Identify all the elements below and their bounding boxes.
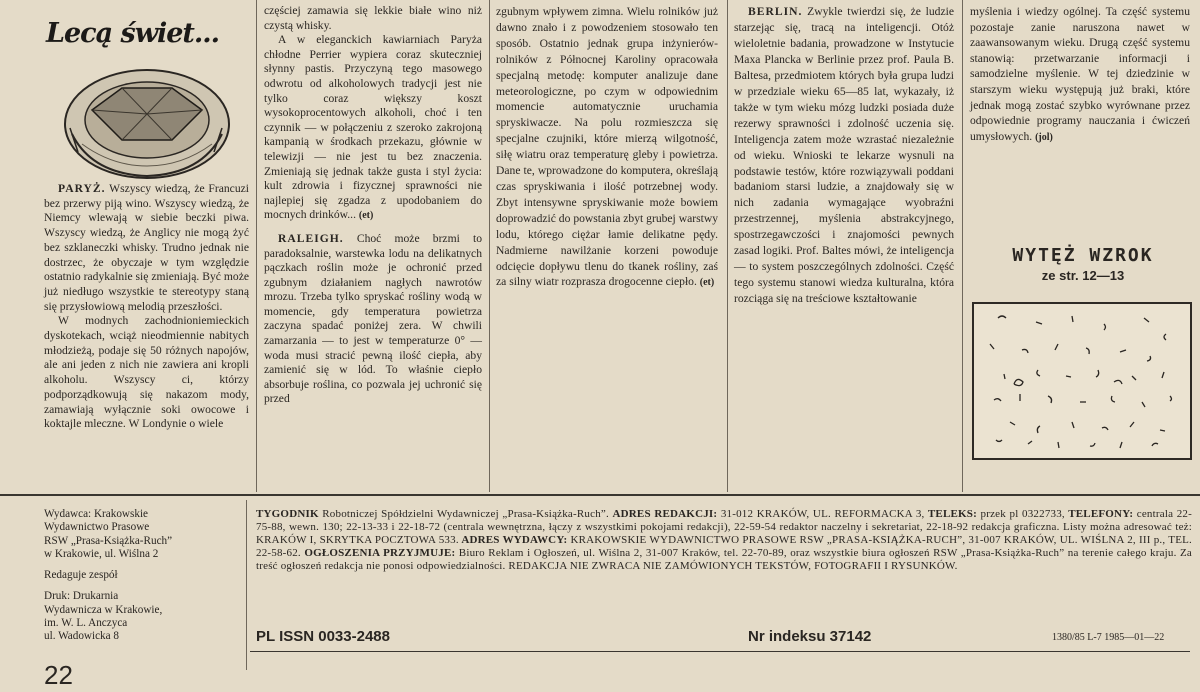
column-rule <box>489 0 490 492</box>
paragraph: zgubnym wpływem zimna. Wielu rolników już dawno znało i z powodzeniem stosowało ten sposób. Ostatnio jednak grupa inżynierów-rolników z Północnej Karoliny opracowała specjalną metodę: komputer analizuje dane meteorologiczne, po czym w odpowiednim momencie automatycznie uruchamia spryskiwacze. Na polu rozmieszcza się specjalne czujniki, które mierzą wilgotność, siłę wiatru oraz temperaturę gleby i powietrza. Dane te, wprowadzone do komputera, określają czas spryskiwania i ilość potrzebnej wody. Zbyt intensywne spryskiwanie może bowiem doprowadzić do powstania zbyt grubej warstwy lodu, którego ciężar łamie delikatne pędy. Nadmierne nawilżanie korzeni powoduje odcięcie dopływu tlenu do tkanek rośliny, zaś za silny wiatr rozprasza drogocenne ciepło. (et) <box>496 5 718 289</box>
printer-line: im. W. L. Anczyca <box>44 617 128 630</box>
ring-illustration <box>52 54 238 186</box>
dateline: RALEIGH. <box>278 231 344 245</box>
footer-underline <box>250 651 1190 652</box>
footer-column-rule <box>246 500 247 670</box>
index-number: Nr indeksu 37142 <box>748 628 872 645</box>
paragraph: A w eleganckich kawiarniach Paryża chłodne Perrier wypiera coraz skuteczniej słynny pastis. Przyczyną tego masowego odwrotu od alkoholowych tradycji jest nie tylko coraz większy koszt wysokoprocentowych alkoholi, choć i ten czynnik — w połączeniu z szeroko zakrojoną kampanią w środkach przekazu, głównie w telewizji — nie jest tu bez znaczenia. Zmieniają się jednak także gusta i styl życia: kult zdrowia i fizycznej sprawności nie najlepiej się zgadza z upodobaniem do mocnych drinków... (et) <box>264 33 482 222</box>
column-2 <box>264 4 482 407</box>
printer-line: Wydawnicza w Krakowie, <box>44 603 163 616</box>
publisher-info <box>44 508 236 644</box>
address-label: ADRES REDAKCJI: <box>612 508 718 520</box>
column-3 <box>496 4 718 291</box>
signature: (et) <box>699 277 715 289</box>
printer-line: Druk: Drukarnia <box>44 590 119 603</box>
telex-label: TELEKS: <box>924 508 977 520</box>
printer-line: ul. Wadowicka 8 <box>44 630 120 643</box>
column-4 <box>734 4 954 307</box>
column-rule <box>256 0 257 492</box>
article-paris-body <box>44 182 249 432</box>
paragraph: częściej zamawia się lekkie białe wino niż czystą whisky. <box>264 4 482 32</box>
paragraph: Zwykle twierdzi się, że ludzie starzejąc się, tracą na inteligencji. Otóż wieloletnie badania, prowadzone w Instytucie Maxa Plancka w Berlinie przez prof. Paula B. Baltesa, przedmiotem których była grupa ludzi w przedziale wieku 65—85 lat, wykazały, iż także w tym wieku mózg ludzki posiada duże rezerwy sprawności i zdolność uczenia się. Inteligencja zatem może wzrastać niezależnie od wieku. Wnioski te lekarze wysnuli na podstawie testów, które rozwiązywali poddani badaniom starsi ludzie, a znajdowały się w nich zadania wymagające wyobraźni przestrzennej, myślenia abstrakcyjnego, spostrzegawczości i znajomości pewnych zasad logiki. Prof. Baltes mówi, że inteligencja — to system poszczególnych zdolności. Część tego systemu stanowi wiedza kulturalna, która rozciąga się na treściowe kształtowanie <box>734 5 954 306</box>
signature: (et) <box>358 210 374 222</box>
puzzle-heading <box>974 245 1192 283</box>
footer-rule <box>0 494 1200 496</box>
dateline: BERLIN. <box>748 5 803 18</box>
paragraph: myślenia i wiedzy ogólnej. Ta część systemu pozostaje zanie naruszona nawet w zaawansowanym wieku. Drugą część systemu stanowią: przetwarzanie informacji i samodzielne myślenie. W tej dziedzinie w starszym wieku występują już braki, które jednak mogą zostać szybko wyrównane przez odpowiednie programy nauczania i ćwiczeń umysłowych. (jol) <box>970 5 1190 143</box>
publisher-address-label: ADRES WYDAWCY: <box>458 534 568 547</box>
column-5 <box>970 4 1190 145</box>
issn: PL ISSN 0033-2488 <box>256 628 390 645</box>
paragraph: Choć może brzmi to paradoksalnie, warstewka lodu na delikatnych pączkach roślin może je ochronić przed zgubnym działaniem nagłych nawrotów mrozu. Trzeba tylko spryskać rośliny wodą w momencie, gdy temperatura powietrza zaczyna spadać poniżej zera. W chwili zamarzania — to jest w temperaturze 0° — woda musi stracić pewną ilość ciepła, aby zamienić się w lód. To właśnie ciepło absorbuje roślina, co pozwala jej uchronić się przed <box>264 231 482 406</box>
article-headline: Lecą świet... <box>46 18 220 49</box>
column-rule <box>727 0 728 492</box>
puzzle-subtitle: ze str. 12—13 <box>1041 268 1125 283</box>
ads-label: OGŁOSZENIA PRZYJMUJE: <box>300 547 456 560</box>
page-number: 22 <box>44 660 73 690</box>
paragraph: Wszyscy wiedzą, że Francuzi bez przerwy piją wino. Wszyscy wiedzą, że Niemcy wlewają w siebie beczki piwa. Wszyscy wiedzą, że Anglicy nie mogą żyć bez szklaneczki whisky. Trudno jednak nie dostrzec, że obyczaje w tym względzie ostatnio radykalnie się zmieniają. Być może już niedługo wszystkie te stereotypy staną się przysłowiową melodią przeszłości. <box>44 182 249 313</box>
publisher-line: Wydawnictwo Prasowe <box>44 521 150 534</box>
publisher-line: RSW „Prasa-Książka-Ruch” <box>44 534 173 547</box>
paragraph: W modnych zachodnioniemieckich dyskotekach, wciąż nieodmiennie nabitych młodzieżą, podaje się 50 różnych napojów, ale ani jeden z nich nie zawiera ani kropli alkoholu. Wszyscy ci, którzy podporządkowują się nakazom mody, zamawiają wyłącznie soki owocowe i koktajle mleczne. W Londynie o wiele <box>44 314 249 431</box>
column-rule <box>962 0 963 492</box>
masthead-imprint: TYGODNIK Robotniczej Spółdzielni Wydawniczej „Prasa-Książka-Ruch”. ADRES REDAKCJI: 31-012 KRAKÓW, UL. REFORMACKA 3, TELEKS: przek pl 0322733, TELEFONY: centrala 22-75-88, wewn. 130; 22-13-33 i 22-18-72 (centrala wewnętrzna, łączy z wszystkimi pokojami redakcji), 22-59-54 redaktor naczelny i sekretariat, 22-18-92 redakcja graficzna. Listy można adresować też: KRAKÓW I, SKRYTKA POCZTOWA 533. ADRES WYDAWCY: KRAKOWSKIE WYDAWNICTWO PRASOWE RSW „PRASA-KSIĄŻKA-RUCH”, 31-007 KRAKÓW, UL. WIŚLNA 2, III p., TEL. 22-58-62. OGŁOSZENIA PRZYJMUJE: Biuro Reklam i Ogłoszeń, ul. Wiślna 2, 31-007 Kraków, tel. 22-70-89, oraz wszystkie biura ogłoszeń RSW „Prasa-Książka-Ruch” na terenie całego kraju. Za treść ogłoszeń redakcja nie ponosi odpowiedzialności. REDAKCJA NIE ZWRACA NIE ZAMÓWIONYCH TEKSTÓW, FOTOGRAFII I RYSUNKÓW. <box>256 508 1192 573</box>
dateline: PARYŻ. <box>58 182 106 195</box>
signature: (jol) <box>1035 131 1053 143</box>
print-code: 1380/85 L-7 1985—01—22 <box>1052 632 1165 643</box>
spot-difference-puzzle <box>972 302 1192 460</box>
publisher-line: w Krakowie, ul. Wiślna 2 <box>44 547 159 560</box>
publisher-line: Wydawca: Krakowskie <box>44 508 149 520</box>
puzzle-title: WYTĘŻ WZROK <box>1012 245 1154 266</box>
phones-label: TELEFONY: <box>1064 508 1134 520</box>
masthead-lead: TYGODNIK <box>256 508 319 520</box>
editor-line: Redaguje zespół <box>44 569 118 582</box>
